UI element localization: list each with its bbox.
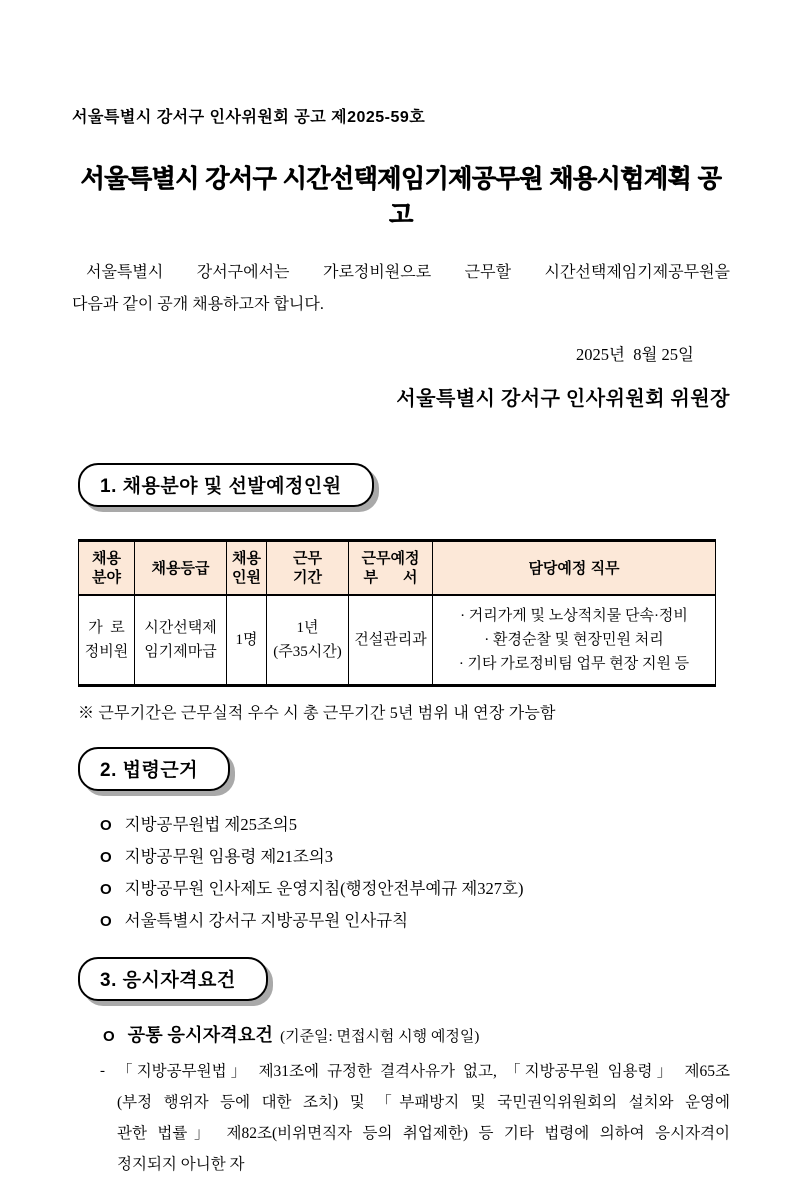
list-item [72,809,730,841]
col-header-count: 채용 인원 [227,541,267,596]
cell-count: 1명 [227,595,267,686]
section-1-heading: 1. 채용분야 및 선발예정인원 [78,463,374,507]
circle-bullet-icon: O [100,849,112,866]
circle-bullet-icon: O [103,1028,115,1045]
legal-basis-list [72,809,730,937]
duty-item: · 환경순찰 및 현장민원 처리 [484,632,664,648]
page-title: 서울특별시 강서구 시간선택제임기제공무원 채용시험계획 공고 [80,165,722,229]
issuer-title: 서울특별시 강서구 인사위원회 위원장 [396,388,730,410]
intro-line: 다음과 같이 공개 채용하고자 합니다. [72,296,324,313]
intro-line: 서울특별시 강서구에서는 가로정비원으로 근무할 시간선택제임기제공무원을 [86,264,730,281]
circle-bullet-icon: O [100,913,112,930]
col-header-duties: 담당예정 직무 [433,541,716,596]
table-note: ※ 근무기간은 근무실적 우수 시 총 근무기간 5년 범위 내 연장 가능함 [78,705,556,722]
col-header-field: 채용 분야 [79,541,135,596]
list-item-label: 지방공무원법 제25조의5 [124,815,297,834]
section-2-heading: 2. 법령근거 [78,747,230,791]
common-requirements-title: 공통 응시자격요건 [127,1025,274,1045]
common-requirements-heading [72,1021,730,1047]
dash-bullet-icon: - [100,1063,105,1079]
list-item [72,905,730,937]
cell-duties [433,595,716,686]
requirements-line: 정지되지 아니한 자 [117,1156,245,1173]
circle-bullet-icon: O [100,817,112,834]
col-header-period: 근무 기간 [267,541,349,596]
table-header-row [79,541,716,596]
col-header-dept: 근무예정 부 서 [349,541,433,596]
announcement-date: 2025년 8월 25일 [576,345,694,364]
table-row [79,595,716,686]
common-requirements-basedate: (기준일: 면접시험 시행 예정일) [280,1029,480,1045]
intro-paragraph [72,257,730,321]
notice-number: 서울특별시 강서구 인사위원회 공고 제2025-59호 [72,109,426,126]
cell-field: 가 로 정비원 [79,595,135,686]
requirements-line: 관한 법률」 제82조(비위면직자 등의 취업제한) 등 기타 법령에 의하여 응시자격이 [117,1125,730,1142]
requirements-line: 「지방공무원법」 제31조에 규정한 결격사유가 없고, 「지방공무원 임용령」 제65조 [117,1063,730,1080]
circle-bullet-icon: O [100,881,112,898]
cell-period: 1년 (주35시간) [267,595,349,686]
col-header-grade: 채용등급 [135,541,227,596]
list-item-label: 서울특별시 강서구 지방공무원 인사규칙 [124,911,409,930]
list-item [72,841,730,873]
recruitment-table [78,539,716,687]
duty-item: · 기타 가로정비팀 업무 현장 지원 등 [458,656,690,672]
duty-item: · 거리가게 및 노상적치물 단속·정비 [460,608,688,624]
section-3-heading: 3. 응시자격요건 [78,957,268,1001]
list-item [72,873,730,905]
cell-dept: 건설관리과 [349,595,433,686]
list-item-label: 지방공무원 임용령 제21조의3 [124,847,334,866]
list-item-label: 지방공무원 인사제도 운영지침(행정안전부예규 제327호) [124,879,524,898]
requirements-paragraph [72,1056,730,1180]
requirements-line: (부정 행위자 등에 대한 조치) 및 「부패방지 및 국민권익위원회의 설치와 운영에 [117,1094,730,1111]
cell-grade: 시간선택제 임기제마급 [135,595,227,686]
